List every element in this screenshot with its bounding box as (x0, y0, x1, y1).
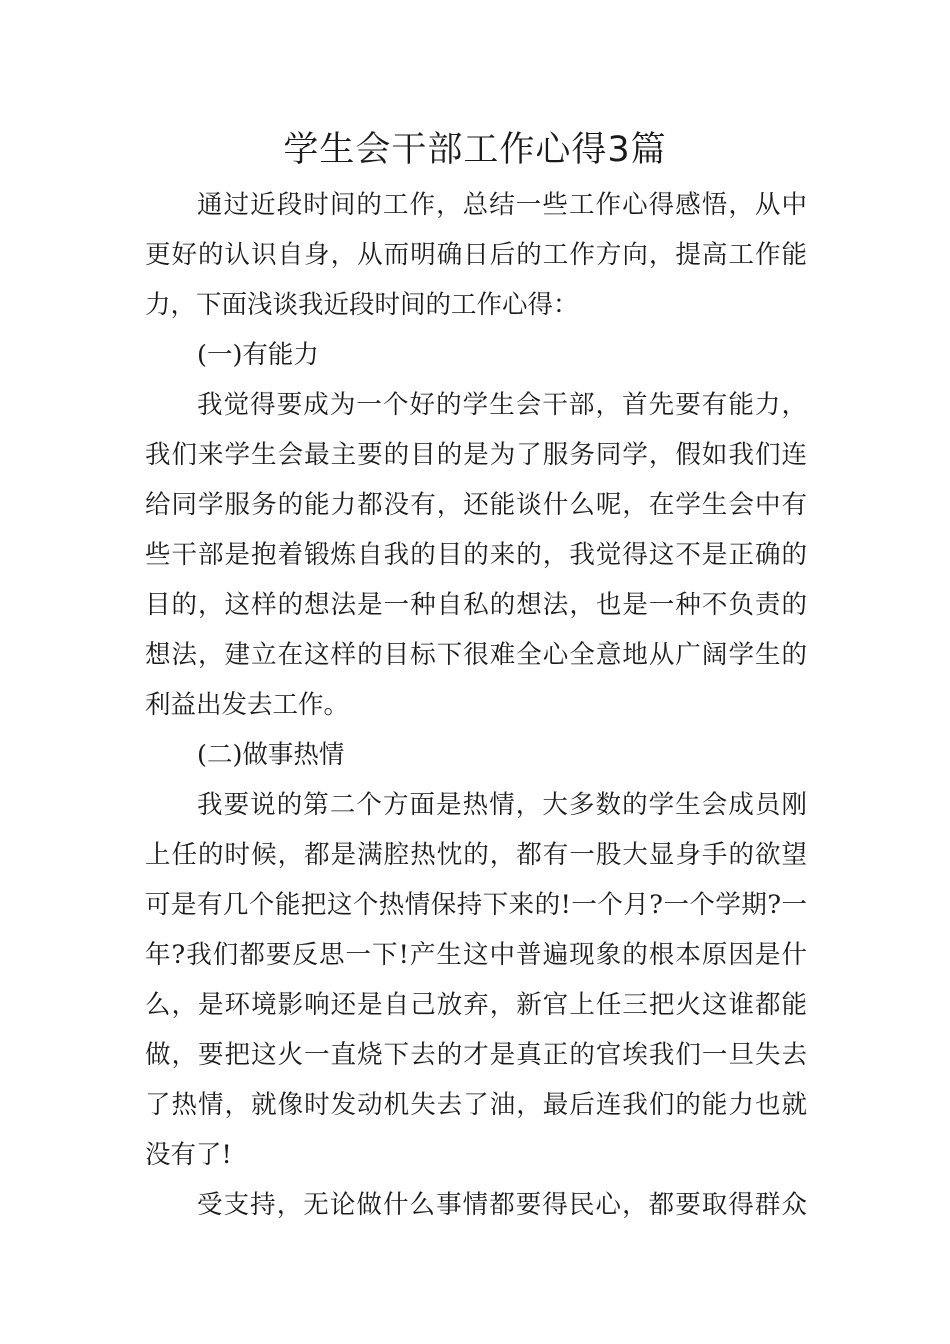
text-line: 更好的认识自身，从而明确日后的工作方向，提高工作能 (145, 240, 807, 270)
text-line: 没有了! (145, 1140, 232, 1170)
text-line: 利益出发去工作。 (145, 690, 350, 720)
text-line: 么，是环境影响还是自己放弃，新官上任三把火这谁都能 (145, 990, 807, 1020)
text-line: 了热情，就像时发动机失去了油，最后连我们的能力也就 (145, 1090, 807, 1120)
text-line: 上任的时候，都是满腔热忱的，都有一股大显身手的欲望 (145, 840, 807, 870)
text-line: 想法，建立在这样的目标下很难全心全意地从广阔学生的 (145, 640, 807, 670)
document-body (145, 180, 807, 1230)
text-line: 年?我们都要反思一下!产生这中普遍现象的根本原因是什 (145, 940, 807, 970)
document-title: 学生会干部工作心得3篇 (283, 130, 667, 170)
text-line: 些干部是抱着锻炼自我的目的来的，我觉得这不是正确的 (145, 540, 807, 570)
text-line: 目的，这样的想法是一种自私的想法，也是一种不负责的 (145, 590, 807, 620)
text-line: 我要说的第二个方面是热情，大多数的学生会成员刚 (197, 790, 807, 820)
text-line: 我觉得要成为一个好的学生会干部，首先要有能力， (197, 390, 807, 420)
text-line: (二)做事热情 (197, 740, 345, 770)
text-line: 通过近段时间的工作，总结一些工作心得感悟，从中 (197, 190, 807, 220)
text-line: 受支持，无论做什么事情都要得民心，都要取得群众 (197, 1190, 807, 1220)
text-line: 做，要把这火一直烧下去的才是真正的官埃我们一旦失去 (145, 1040, 807, 1070)
text-line: 给同学服务的能力都没有，还能谈什么呢，在学生会中有 (145, 490, 807, 520)
text-line: 我们来学生会最主要的目的是为了服务同学，假如我们连 (145, 440, 807, 470)
text-line: (一)有能力 (197, 340, 319, 370)
text-line: 可是有几个能把这个热情保持下来的!一个月?一个学期?一 (145, 890, 807, 920)
text-line: 力，下面浅谈我近段时间的工作心得： (145, 290, 579, 320)
